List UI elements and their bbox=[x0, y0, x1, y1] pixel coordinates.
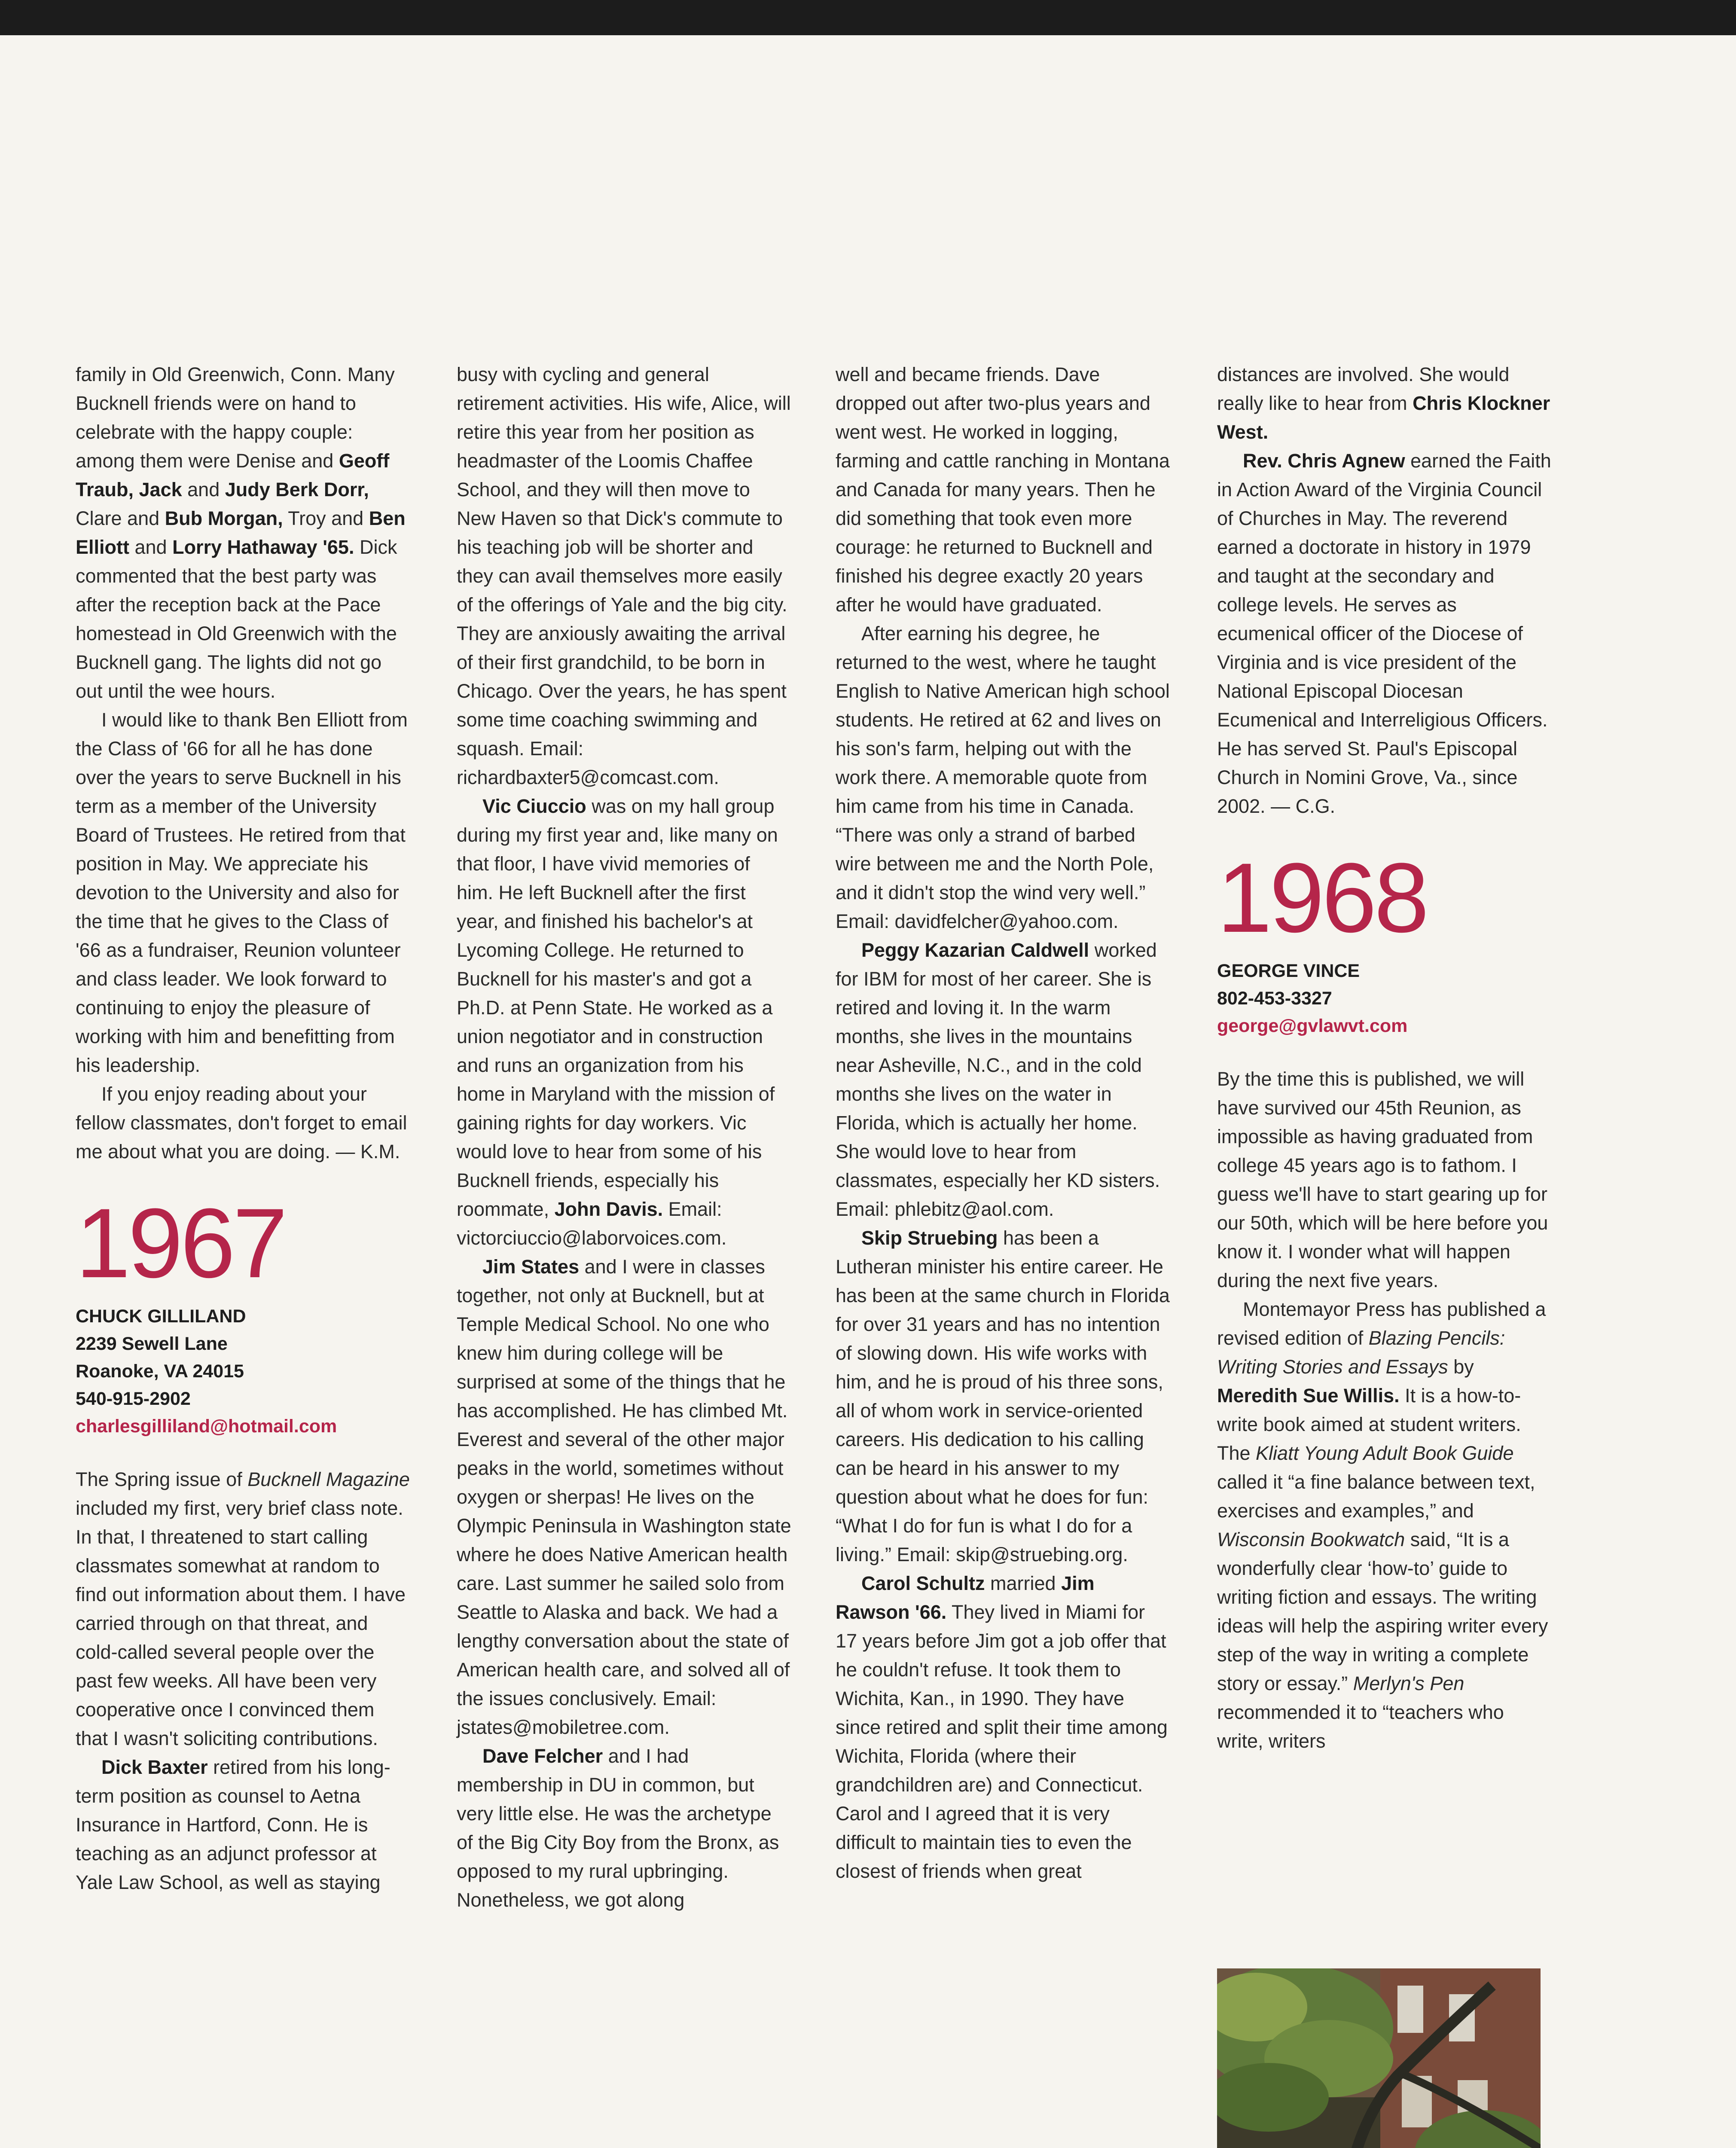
paragraph: Dick Baxter retired from his long-term position as counsel to Aetna Insurance in Hartford, Conn. He is teaching as an adjunct professor at Yale Law School, as well as staying bbox=[76, 1756, 391, 1893]
paragraph: distances are involved. She would really like to hear from Chris Klockner West. bbox=[1217, 363, 1550, 443]
paragraph: Vic Ciuccio was on my hall group during my first year and, like many on that floor, I have vivid memories of him. He left Bucknell after the first year, and finished his bachelor's at Lycoming College. He returned to Bucknell for his master's and got a Ph.D. at Penn State. He worked as a union negotiator and in construction and runs an organization from his home in Maryland with the mission of gaining rights for day workers. Vic would love to hear from some of his Bucknell friends, especially his roommate, John Davis. Email: victorciuccio@laborvoices.com. bbox=[457, 795, 778, 1249]
paragraph: The Spring issue of Bucknell Magazine included my first, very brief class note. In that, I threatened to start calling classmates somewhat at random to find out information about them. I have carried through on that threat, and cold-called several people over the past few weeks. All have been very cooperative once I convinced them that I wasn't soliciting contributions. bbox=[76, 1468, 410, 1749]
paragraph: Skip Struebing has been a Lutheran minister his entire career. He has been at the same church in Florida for over 31 years and has no intention of slowing down. His wife works with him, and he is proud of his three sons, all of whom work in service-oriented careers. His dedication to his calling can be heard in his answer to my question about what he does for fun: “What I do for fun is what I do for a living.” Email: skip@struebing.org. bbox=[836, 1227, 1170, 1565]
class-correspondent-name: GEORGE VINCE bbox=[1217, 961, 1360, 981]
column-1 bbox=[76, 360, 411, 1897]
campus-photo bbox=[1217, 1968, 1541, 2148]
paragraph: Carol Schultz married Jim Rawson '66. They lived in Miami for 17 years before Jim got a job offer that he couldn't refuse. It took them to Wichita, Kan., in 1990. They have since retired and split their time among Wichita, Florida (where their grandchildren are) and Connecticut. Carol and I agreed that it is very difficult to maintain ties to even the closest of friends when great bbox=[836, 1572, 1168, 1882]
paragraph: Jim States and I were in classes together, not only at Bucknell, but at Temple Medical School. No one who knew him during college will be surprised at some of the things that he has accomplished. He has climbed Mt. Everest and several of the other major peaks in the world, sometimes without oxygen or sherpas! He lives on the Olympic Peninsula in Washington state where he does Native American health care. Last summer he sailed solo from Seattle to Alaska and back. We had a lengthy conversation about the state of American health care, and solved all of the issues conclusively. Email: jstates@mobiletree.com. bbox=[457, 1256, 791, 1738]
paragraph: well and became friends. Dave dropped out after two-plus years and went west. He worked in logging, farming and cattle ranching in Montana and Canada for many years. Then he did something that took even more courage: he returned to Bucknell and finished his degree exactly 20 years after he would have graduated. bbox=[836, 363, 1170, 616]
paragraph: busy with cycling and general retirement activities. His wife, Alice, will retire this year from her position as headmaster of the Loomis Chaffee School, and they will then move to New Haven so that Dick's commute to his teaching job will be shorter and they can avail themselves more easily of the offerings of Yale and the big city. They are anxiously awaiting the arrival of their first grandchild, to be born in Chicago. Over the years, he has spent some time coaching swimming and squash. Email: richardbaxter5@comcast.com. bbox=[457, 363, 791, 788]
paragraph: After earning his degree, he returned to the west, where he taught English to Native American high school students. He retired at 62 and lives on his son's farm, helping out with the work there. A memorable quote from him came from his time in Canada. “There was only a strand of barbed wire between me and the North Pole, and it didn't stop the wind very well.” Email: davidfelcher@yahoo.com. bbox=[836, 622, 1170, 932]
paragraph: Peggy Kazarian Caldwell worked for IBM for most of her career. She is retired and loving it. In the warm months, she lives in the mountains near Asheville, N.C., and in the cold months she lives on the water in Florida, which is actually her home. She would love to hear from classmates, especially her KD sisters. Email: phlebitz@aol.com. bbox=[836, 939, 1160, 1220]
paragraph: I would like to thank Ben Elliott from the Class of '66 for all he has done over the years to serve Bucknell in his term as a member of the University Board of Trustees. He retired from that position in May. We appreciate his devotion to the University and also for the time that he gives to the Class of '66 as a fundraiser, Reunion volunteer and class leader. We look forward to continuing to enjoy the pleasure of working with him and benefitting from his leadership. bbox=[76, 709, 408, 1076]
correspondent-address-line: 2239 Sewell Lane bbox=[76, 1333, 228, 1354]
paragraph: family in Old Greenwich, Conn. Many Bucknell friends were on hand to celebrate with the happy couple: among them were Denise and Geoff Traub, Jack and Judy Berk Dorr, Clare and Bub Morgan, Troy and Ben Elliott and Lorry Hathaway '65. Dick commented that the best party was after the reception back at the Pace homestead in Old Greenwich with the Bucknell gang. The lights did not go out until the wee hours. bbox=[76, 363, 406, 702]
column-3 bbox=[836, 360, 1171, 1886]
paragraph: Montemayor Press has published a revised edition of Blazing Pencils: Writing Stories and Essays by Meredith Sue Willis. It is a how-to-write book aimed at student writers. The Kliatt Young Adult Book Guide called it “a fine balance between text, exercises and examples,” and Wisconsin Bookwatch said, “It is a wonderfully clear ‘how-to’ guide to writing fiction and essays. The writing ideas will help the aspiring writer every step of the way in writing a complete story or essay.” Merlyn's Pen recommended it to “teachers who write, writers bbox=[1217, 1298, 1548, 1752]
correspondent-address-line: Roanoke, VA 24015 bbox=[76, 1361, 244, 1382]
correspondent-email-link[interactable]: charlesgilliland@hotmail.com bbox=[76, 1416, 337, 1437]
class-year-heading: 1967 bbox=[76, 1188, 285, 1298]
correspondent-phone: 540-915-2902 bbox=[76, 1388, 191, 1409]
column-2 bbox=[457, 360, 792, 1914]
paragraph: Rev. Chris Agnew earned the Faith in Action Award of the Virginia Council of Churches in May. The reverend earned a doctorate in history in 1979 and taught at the secondary and college levels. He serves as ecumenical officer of the Diocese of Virginia and is vice president of the National Episcopal Diocesan Ecumenical and Interreligious Officers. He has served St. Paul's Episcopal Church in Nomini Grove, Va., since 2002. — C.G. bbox=[1217, 450, 1551, 817]
correspondent-phone: 802-453-3327 bbox=[1217, 988, 1332, 1009]
class-year-heading: 1968 bbox=[1217, 842, 1427, 953]
campus-photo-art bbox=[1217, 1968, 1541, 2148]
class-correspondent-name: CHUCK GILLILAND bbox=[76, 1306, 246, 1327]
paragraph: Dave Felcher and I had membership in DU in common, but very little else. He was the archetype of the Big City Boy from the Bronx, as opposed to my rural upbringing. Nonetheless, we got along bbox=[457, 1745, 779, 1911]
paragraph: If you enjoy reading about your fellow classmates, don't forget to email me about what you are doing. — K.M. bbox=[76, 1083, 407, 1162]
column-4 bbox=[1217, 360, 1552, 1755]
correspondent-email-link[interactable]: george@gvlawvt.com bbox=[1217, 1016, 1408, 1036]
paragraph: By the time this is published, we will have survived our 45th Reunion, as impossible as having graduated from college 45 years ago is to fathom. I guess we'll have to start gearing up for our 50th, which will be here before you know it. I wonder what will happen during the next five years. bbox=[1217, 1068, 1548, 1291]
